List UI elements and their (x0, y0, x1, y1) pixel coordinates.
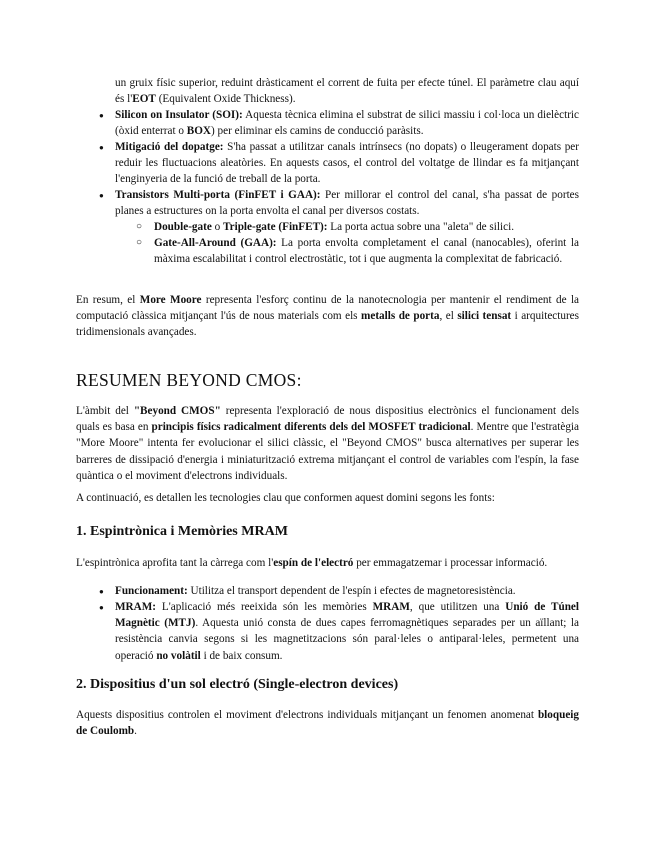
list-item-funcionament: Funcionament: Utilitza el transport dependent de l'espín i efectes de magnetoresistència. (115, 585, 516, 597)
hollow-bullet-icon: ○ (136, 237, 143, 248)
sublist-item-gaa: Gate-All-Around (GAA): La porta envolta completament el canal (nanocables), oferint la màxima escalabilitat i control electrostàtic, tot i que augmenta la complexitat de fabricació. (154, 237, 579, 266)
spintronics-intro: L'espintrònica aprofita tant la càrrega com l'espín de l'electró per emmagatzemar i processar informació. (76, 557, 548, 569)
list-item-mram: MRAM: L'aplicació més reeixida són les memòries MRAM, que utilitzen una Unió de Túnel Magnètic (MTJ). Aquesta unió consta de dues capes ferromagnètiques separades per un aïllant; la resistència canvia segons si les magnetitzacions són paral·leles o antiparal·leles, permetent una operació no volàtil i de baix consum. (115, 601, 580, 662)
bullet-icon: ● (99, 143, 104, 152)
section-heading: RESUMEN BEYOND CMOS: (76, 370, 302, 390)
continued-paragraph: un gruix físic superior, reduint dràsticament el corrent de fuita per efecte túnel. El paràmetre clau aquí és l'EOT (Equivalent Oxide Thickness). (115, 77, 579, 106)
single-electron-paragraph: Aquests dispositius controlen el moviment d'electrons individuals mitjançant un fenomen anomenat bloqueig de Coulomb. (76, 709, 579, 738)
beyond-cmos-paragraph: L'àmbit del "Beyond CMOS" representa l'exploració de nous dispositius electrònics el funcionament dels quals es basa en principis físics radicalment diferents dels del MOSFET tradicional. Mentre que l'estratègia "More Moore" intenta fer evolucionar el silici clàssic, el "Beyond CMOS" busca alternatives per superar les barreres de dissipació d'energia i miniaturització extrema mitjançant el control de variables com l'espín, la fase quàntica o el moviment d'electrons individuals. (76, 405, 580, 482)
subsection-heading-single-electron: 2. Dispositius d'un sol electró (Single-electron devices) (76, 677, 399, 692)
intro-paragraph: A continuació, es detallen les tecnologies clau que conformen aquest domini segons les fonts: (76, 492, 495, 504)
summary-paragraph: En resum, el More Moore representa l'esforç continu de la nanotecnologia per mantenir el rendiment de la computació clàssica mitjançant l'ús de nous materials com els metalls de porta, el silici tensat i arquitectures tridimensionals avançades. (76, 294, 580, 339)
bullet-icon: ● (99, 111, 104, 120)
bullet-icon: ● (99, 191, 104, 200)
hollow-bullet-icon: ○ (136, 221, 143, 232)
list-item-dopatge: Mitigació del dopatge: S'ha passat a utilitzar canals intrínsecs (no dopats) o lleugerament dopats per reduir les fluctuacions aleatòries. En aquests casos, el control del voltatge de llindar es fa mitjançant l'enginyeria de la funció de treball de la porta. (115, 141, 579, 186)
bullet-icon: ● (99, 603, 104, 612)
list-item-multiporta: Transistors Multi-porta (FinFET i GAA): Per millorar el control del canal, s'ha passat de portes planes a estructures on la porta envolta el canal per diversos costats. (115, 189, 579, 218)
subsection-heading-spintronics: 1. Espintrònica i Memòries MRAM (76, 524, 288, 539)
bullet-icon: ● (99, 587, 104, 596)
sublist-item-finfet: Double-gate o Triple-gate (FinFET): La porta actua sobre una "aleta" de silici. (154, 221, 514, 233)
list-item-soi: Silicon on Insulator (SOI): Aquesta tècnica elimina el substrat de silici massiu i col·loca un dielèctric (òxid enterrat o BOX) per eliminar els camins de conducció paràsits. (115, 109, 579, 138)
